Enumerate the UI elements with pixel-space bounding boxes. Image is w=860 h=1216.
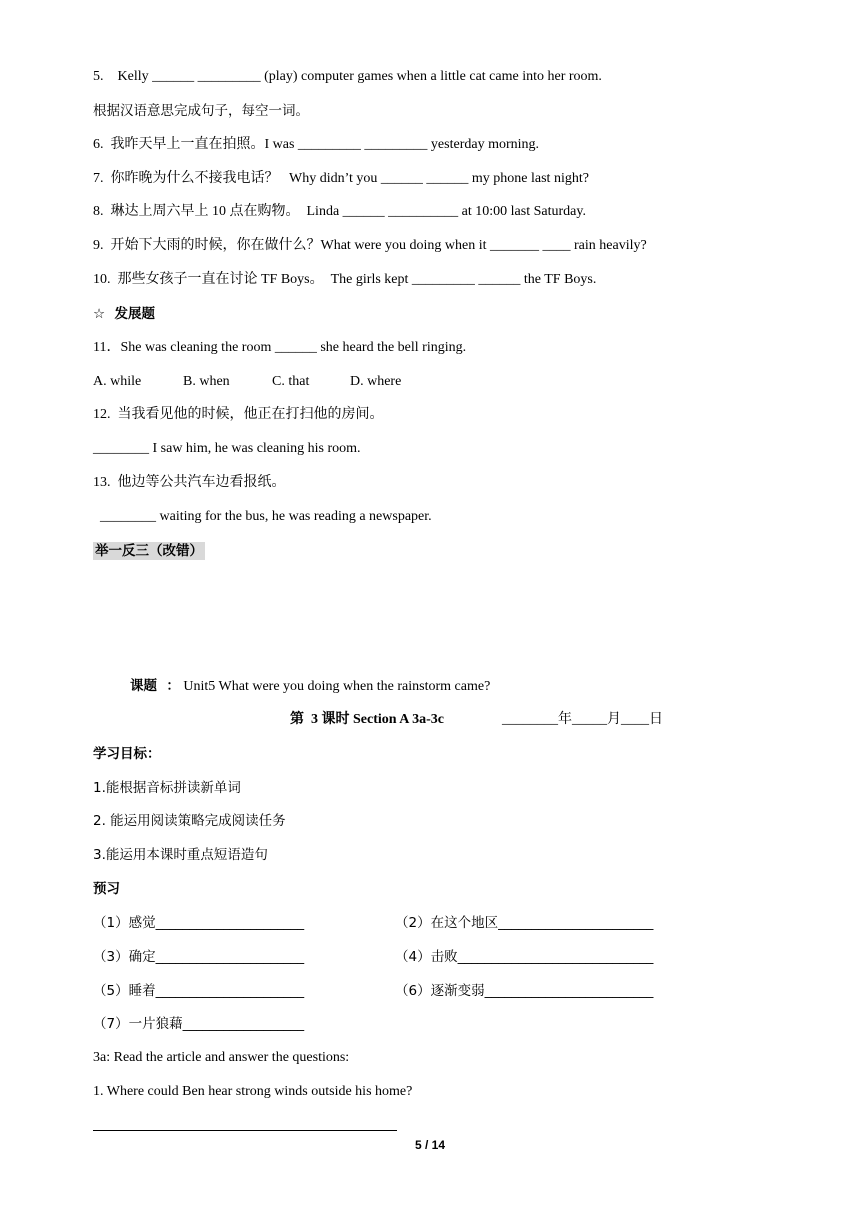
- preview-2: （2）在这个地区_______________________: [395, 915, 654, 931]
- option-b: B. when: [183, 374, 230, 389]
- instruction: 根据汉语意思完成句子，每空一词。: [93, 103, 309, 119]
- question-11: 11．She was cleaning the room ______ she heard the bell ringing.: [93, 340, 467, 355]
- goal-3: 3.能运用本课时重点短语造句: [93, 847, 268, 863]
- question-10: 10. 那些女孩子一直在讨论 TF Boys。 The girls kept _________ ______ the TF Boys.: [93, 272, 597, 287]
- question-8: 8. 琳达上周六早上 10 点在购物。 Linda ______ __________ at 10:00 last Saturday.: [93, 204, 586, 219]
- question-13: 13. 他边等公共汽车边看报纸。: [93, 475, 286, 490]
- lesson-date: ________年_____月____日: [502, 712, 663, 727]
- correction-heading-text: 举一反三（改错）: [95, 543, 203, 559]
- goal-2: 2. 能运用阅读策略完成阅读任务: [93, 813, 286, 829]
- preview-heading: 预习: [93, 881, 120, 897]
- preview-3: （3）确定______________________: [93, 949, 305, 965]
- preview-7: （7）一片狼藉__________________: [93, 1016, 305, 1032]
- question-12-blank: ________ I saw him, he was cleaning his room.: [93, 441, 361, 456]
- question-12: 12. 当我看见他的时候，他正在打扫他的房间。: [93, 407, 384, 422]
- question-1: 1. Where could Ben hear strong winds outside his home?: [93, 1084, 413, 1099]
- topic-label: 课题 ：: [130, 678, 180, 694]
- question-6: 6. 我昨天早上一直在拍照。I was _________ _________ yesterday morning.: [93, 137, 540, 152]
- answer-line: [93, 1130, 397, 1131]
- question-13-blank: ________ waiting for the bus, he was reading a newspaper.: [93, 509, 432, 524]
- task-3a: 3a: Read the article and answer the questions:: [93, 1050, 350, 1065]
- option-d: D. where: [350, 374, 402, 389]
- preview-4: （4）击败_____________________________: [395, 949, 654, 965]
- option-c: C. that: [272, 374, 310, 389]
- develop-heading: ☆ 发展题: [93, 306, 156, 322]
- topic-text: Unit5 What were you doing when the rainstorm came?: [183, 679, 491, 694]
- question-7: 7. 你昨晚为什么不接我电话？ Why didn’t you ______ ______ my phone last night?: [93, 171, 589, 186]
- preview-1: （1）感觉______________________: [93, 915, 305, 931]
- correction-heading: [93, 542, 205, 560]
- option-a: A. while: [93, 374, 142, 389]
- preview-5: （5）睡着______________________: [93, 983, 305, 999]
- question-5: 5. Kelly ______ _________ (play) computer games when a little cat came into her room.: [93, 69, 602, 84]
- question-9: 9. 开始下大雨的时候，你在做什么？What were you doing when it _______ ____ rain heavily?: [93, 238, 647, 253]
- page-number: 5 / 14: [414, 1138, 446, 1152]
- lesson-period: 第 3 课时 Section A 3a-3c: [290, 712, 444, 727]
- goal-1: 1.能根据音标拼读新单词: [93, 780, 241, 796]
- goals-heading: 学习目标：: [93, 746, 161, 762]
- lesson-topic: [130, 677, 490, 696]
- preview-6: （6）逐渐变弱_________________________: [395, 983, 654, 999]
